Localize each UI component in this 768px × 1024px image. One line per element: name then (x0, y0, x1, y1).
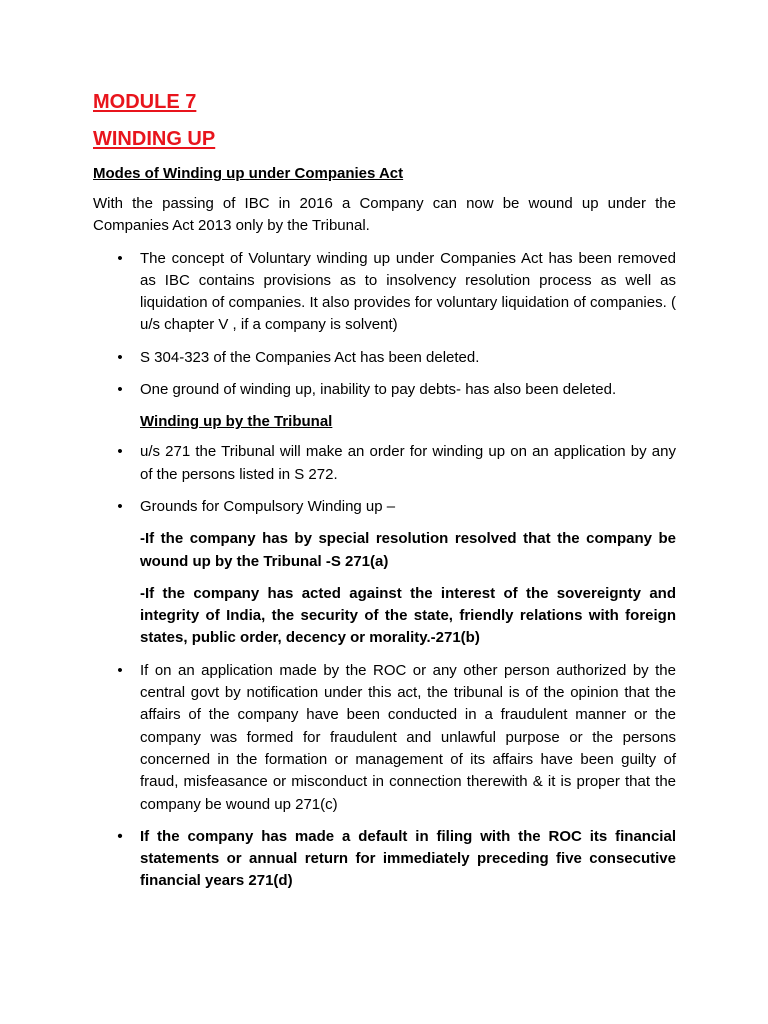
bullet-list-general (93, 248, 676, 402)
bullet-icon: • (117, 827, 123, 845)
bullet-icon: • (117, 249, 123, 267)
list-item-text: The concept of Voluntary winding up under Companies Act has been removed as IBC contains provisions as to insolvency resolution process as well as liquidation of companies. It also provides for voluntary liquidation of companies. ( u/s chapter V , if a company is solvent) (140, 249, 676, 334)
module-title: MODULE 7 (93, 91, 197, 113)
ground-271a: -If the company has by special resolution resolved that the company be wound up by the Tribunal -S 271(a) (140, 530, 676, 570)
list-item (93, 379, 676, 401)
bullet-icon: • (117, 381, 123, 399)
intro-paragraph: With the passing of IBC in 2016 a Company can now be wound up under the Companies Act 2013 only by the Tribunal. (93, 195, 676, 235)
list-item (93, 496, 676, 518)
list-item-text: If on an application made by the ROC or any other person authorized by the central govt by notification under this act, the tribunal is of the opinion that the affairs of the company have been conducted in a fraudulent manner or the company was formed for fraudulent and unlawful purpose or the persons concerned in the formation or management of its affairs have been guilty of fraud, misfeasance or misconduct in connection therewith & it is proper that the company be wound up 271(c) (140, 661, 676, 813)
bullet-icon: • (117, 443, 123, 461)
list-item-text: S 304-323 of the Companies Act has been deleted. (140, 348, 480, 366)
bullet-icon: • (117, 348, 123, 366)
bullet-list-grounds (93, 660, 676, 893)
subheading-tribunal: Winding up by the Tribunal (140, 413, 333, 431)
list-item (93, 347, 676, 369)
list-item (93, 248, 676, 337)
ground-271b: -If the company has acted against the interest of the sovereignty and integrity of India, the security of the state, friendly relations with foreign states, public order, decency or morality.-271(b) (140, 584, 676, 647)
bullet-icon: • (117, 661, 123, 679)
list-item (93, 660, 676, 816)
list-item-text: If the company has made a default in filing with the ROC its financial statements or annual return for immediately preceding five consecutive financial years 271(d) (140, 827, 676, 890)
list-item (93, 441, 676, 486)
subheading-modes: Modes of Winding up under Companies Act (93, 165, 404, 182)
list-item-text: Grounds for Compulsory Winding up – (140, 497, 396, 515)
bullet-list-tribunal (93, 441, 676, 518)
section-title: WINDING UP (93, 128, 216, 150)
bullet-icon: • (117, 497, 123, 515)
list-item-text: One ground of winding up, inability to pay debts- has also been deleted. (140, 381, 617, 399)
list-item (93, 826, 676, 893)
list-item-text: u/s 271 the Tribunal will make an order for winding up on an application by any of the persons listed in S 272. (140, 443, 676, 483)
